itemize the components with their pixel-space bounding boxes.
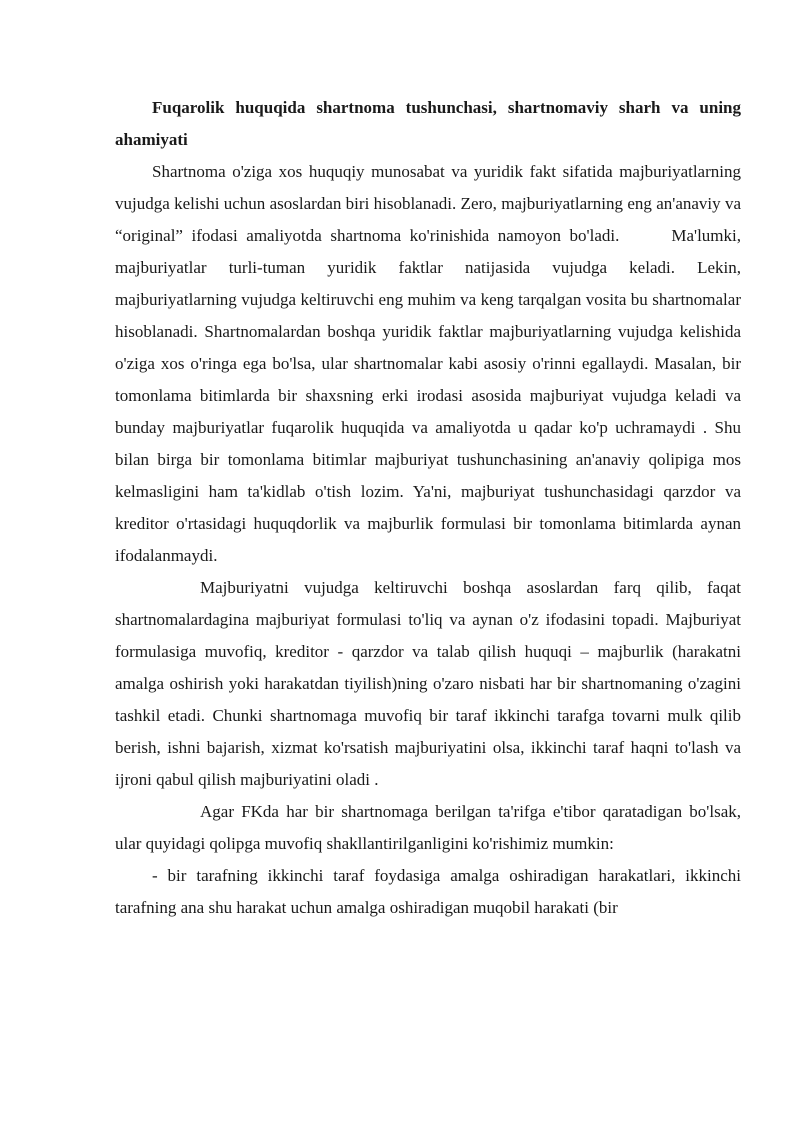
- document-title: Fuqarolik huquqida shartnoma tushunchasi, shartnomaviy sharh va uning ahamiyati: [115, 98, 741, 149]
- paragraph-1-part-1: Shartnoma o'ziga xos huquqiy munosabat va yuridik fakt sifatida majburiyatlarning vujudga kelishi uchun asoslardan biri hisoblanadi. Zero, majburiyatlarning eng an'anaviy va “original” ifodasi amaliyotda shartnoma ko'rinishida namoyon bo'ladi.: [115, 162, 741, 245]
- paragraph-3: Agar FKda har bir shartnomaga berilgan ta'rifga e'tibor qaratadigan bo'lsak, ular quyidagi qolipga muvofiq shakllantirilganligini ko'rishimiz mumkin:: [115, 802, 741, 853]
- document-page: [115, 92, 741, 924]
- paragraph-1-part-2: Ma'lumki, majburiyatlar turli-tuman yuridik faktlar natijasida vujudga keladi. Lekin, majburiyatlarning vujudga keltiruvchi eng muhim va keng tarqalgan vosita bu shartnomalar hisoblanadi. Shartnomalardan boshqa yuridik faktlar majburiyatlarning vujudga kelishida o'ziga xos o'ringa ega bo'lsa, ular shartnomalar kabi asosiy o'rinni egallaydi. Masalan, bir tomonlama bitimlarda bir shaxsning erki irodasi asosida majburiyat vujudga keladi va bunday majburiyatlar fuqarolik huquqida va amaliyotda u qadar ko'p uchramaydi . Shu bilan birga bir tomonlama bitimlar majburiyat tushunchasining an'anaviy qolipiga mos kelmasligini ham ta'kidlab o'tish lozim. Ya'ni, majburiyat tushunchasidagi qarzdor va kreditor o'rtasidagi huquqdorlik va majburlik formulasi bir tomonlama bitimlarda aynan ifodalanmaydi.: [115, 226, 741, 565]
- paragraph-2: Majburiyatni vujudga keltiruvchi boshqa asoslardan farq qilib, faqat shartnomalardagina majburiyat formulasi to'liq va aynan o'z ifodasini topadi. Majburiyat formulasiga muvofiq, kreditor - qarzdor va talab qilish huquqi – majburlik (harakatni amalga oshirish yoki harakatdan tiyilish)ning o'zaro nisbati har bir shartnomaning o'zagini tashkil etadi. Chunki shartnomaga muvofiq bir taraf ikkinchi tarafga tovarni mulk qilib berish, ishni bajarish, xizmat ko'rsatish majburiyatini olsa, ikkinchi taraf haqni to'lash va ijroni qabul qilish majburiyatini oladi .: [115, 578, 741, 789]
- paragraph-4: - bir tarafning ikkinchi taraf foydasiga amalga oshiradigan harakatlari, ikkinchi tarafning ana shu harakat uchun amalga oshiradigan muqobil harakati (bir: [115, 866, 741, 917]
- paragraph-1: [115, 156, 741, 572]
